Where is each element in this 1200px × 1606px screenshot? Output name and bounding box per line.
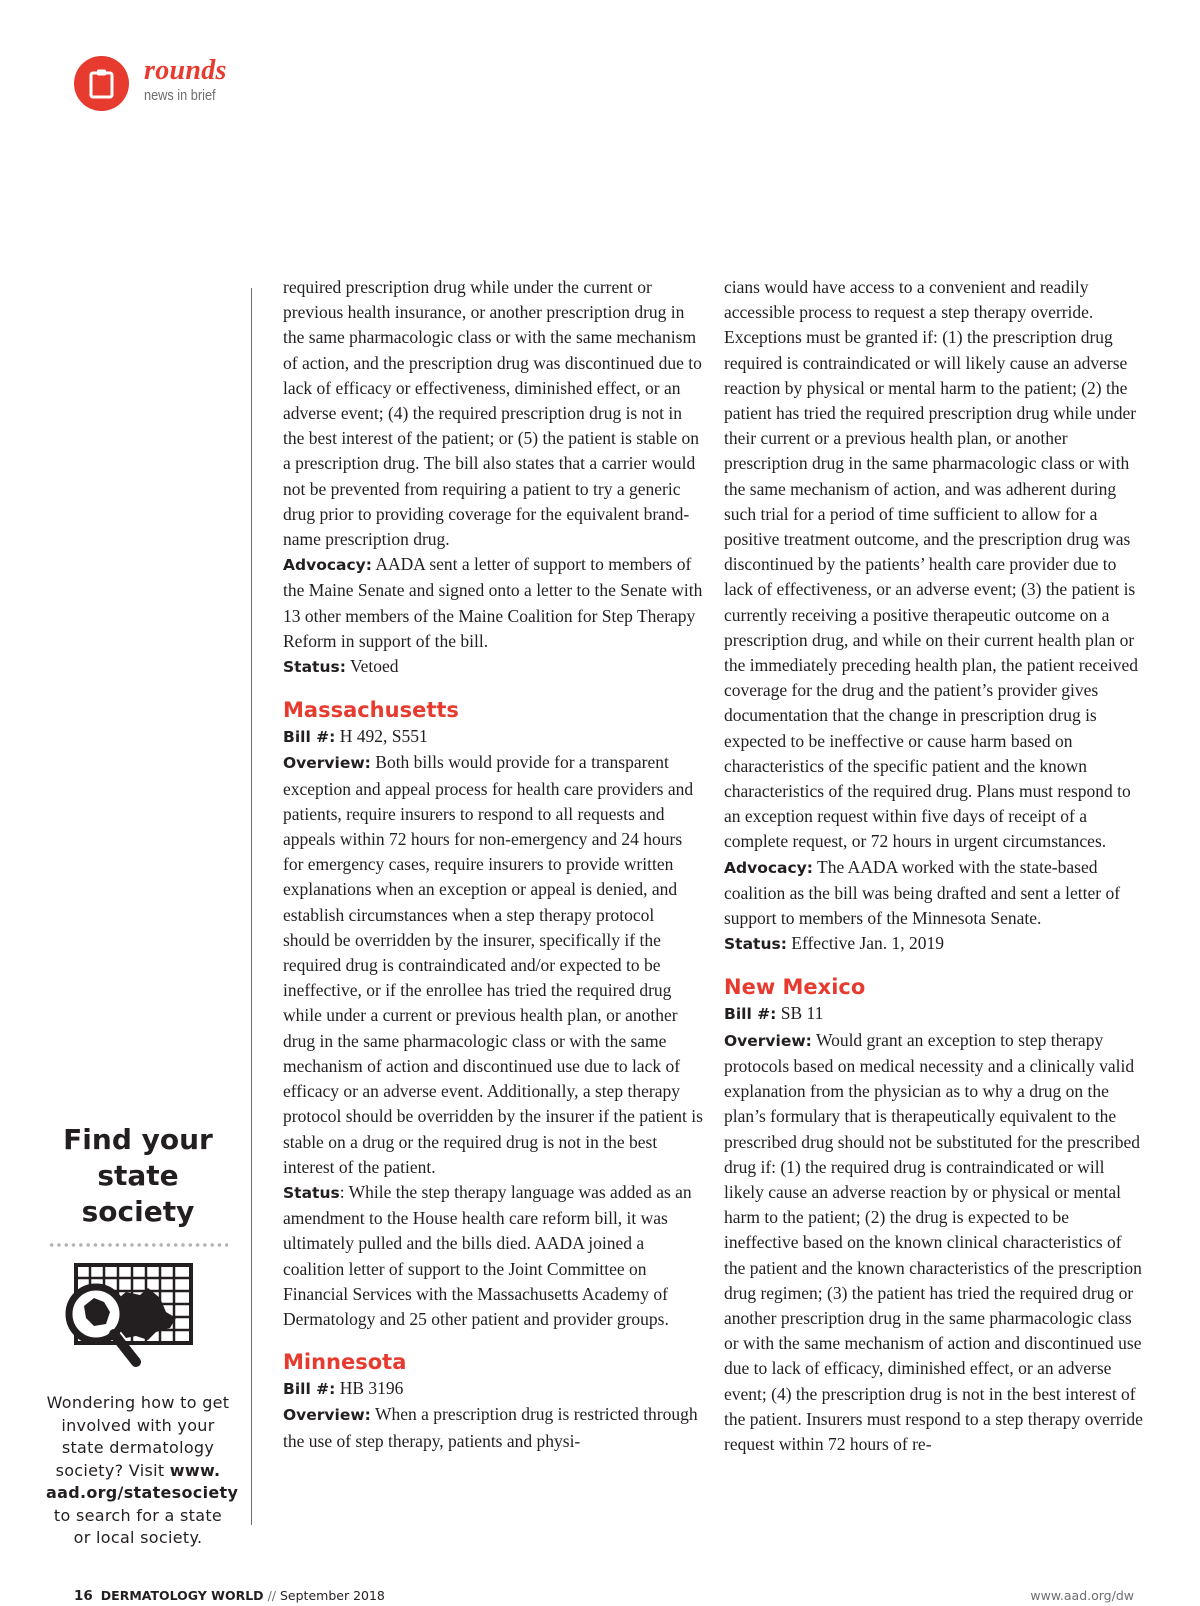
folio-separator: //: [267, 1588, 276, 1603]
status-paragraph: Status: While the step therapy language was added as an amendment to the House health care reform bill, it was ultimately pulled and the bills died. AADA joined a coalition letter of support to the Joint Committee on Financial Services with the Massachusetts Academy of Dermatology and 25 other patient and provider groups.: [283, 1181, 692, 1329]
state-heading-massachusetts: Massachusetts: [283, 698, 459, 723]
overview-paragraph: Overview: Both bills would provide for a transparent exception and appeal process for health care providers and patients, require insurers to respond to all requests and appeals within 72 hours for non-emergency and 24 hours for emergency cases, require insurers to provide written explanations when an exception or appeal is denied, and establish circumstances when a step therapy protocol should be overridden by the insurer, specifically if the required drug is contraindicated and/or expected to be ineffective, or if the enrollee has tried the required drug while under a current or previous health plan, or another drug in the same pharmacologic class or with the same mechanism of action and discontinued use due to lack of efficacy or an adverse event. Additionally, a step therapy protocol should be overridden by the insurer if the patient is stable on a drug or the required drug is not in the best interest of the patient.: [283, 752, 703, 1177]
page-number: 16: [74, 1588, 93, 1604]
state-heading-new-mexico: New Mexico: [724, 975, 866, 1000]
bill-paragraph: Bill #: HB 3196: [283, 1378, 404, 1399]
section-title: rounds: [144, 55, 227, 86]
status-paragraph: Status: Vetoed: [283, 656, 399, 677]
advocacy-paragraph: Advocacy: AADA sent a letter of support to members of the Maine Senate and signed onto a letter to the Senate with 13 other members of the Maine Coalition for Step Therapy Reform in support of the bill.: [283, 554, 703, 651]
advocacy-paragraph: Advocacy: The AADA worked with the state-based coalition as the bill was being drafted and sent a letter of support to members of the Minnesota Senate.: [724, 856, 1121, 929]
state-heading-minnesota: Minnesota: [283, 1350, 407, 1375]
overview-paragraph: Overview: When a prescription drug is restricted through the use of step therapy, patients and physi-: [283, 1404, 698, 1451]
article-column-2: [724, 275, 1144, 1457]
state-society-link[interactable]: www. aad.org/statesociety: [46, 1460, 239, 1502]
bill-paragraph: Bill #: H 492, S551: [283, 726, 428, 747]
sidebar-box: [46, 1122, 239, 1550]
overview-paragraph: Overview: Would grant an exception to step therapy protocols based on medical necessity and a clinically valid explanation from the physician as to why a drug on the plan’s formulary that is therapeutically equivalent to the prescribed drug should not be substituted for the prescribed drug if: (1) the required drug is contraindicated or will likely cause an adverse reaction by or physical or mental harm to the patient; (2) the drug is expected to be ineffective based on the known clinical characteristics of the patient and the known characteristics of the prescription drug regimen; (3) the patient has tried the required drug or another prescription drug in the same pharmacologic class or with the same mechanism of action and discontinued use due to lack of efficacy, diminished effect, or an adverse event; (4) the prescription drug is not in the best interest of the patient. Insurers must respond to a step therapy override request within 72 hours of re-: [724, 1029, 1143, 1454]
section-subtitle: news in brief: [144, 87, 216, 104]
footer-folio: [74, 1588, 385, 1604]
issue-date: September 2018: [280, 1588, 385, 1603]
clipboard-icon: [89, 68, 114, 99]
section-logo: [74, 56, 129, 111]
paragraph: required prescription drug while under the current or previous health insurance, or another prescription drug in the same pharmacologic class or with the same mechanism of action, and the prescription drug was discontinued due to lack of efficacy or effectiveness, diminished effect, or an adverse event; (4) the required prescription drug is not in the best interest of the patient; or (5) the patient is stable on a prescription drug. The bill also states that a carrier would not be prevented from requiring a patient to try a generic drug prior to providing coverage for the equivalent brand-name prescription drug.: [283, 277, 702, 550]
sidebar-text: Wondering how to get involved with your state dermatology society? Visit www. aad.org/statesociety to search for a state or local society.: [46, 1393, 239, 1547]
magazine-name: DERMATOLOGY WORLD: [100, 1588, 264, 1603]
paragraph: cians would have access to a convenient and readily accessible process to request a step therapy override. Exceptions must be granted if: (1) the prescription drug required is contraindicated or will likely cause an adverse reaction by physical or mental harm to the patient; (2) the patient has tried the required prescription drug while under their current or a previous health plan, or another prescription drug in the same pharmacologic class or with the same mechanism of action, and was adherent during such trial for a period of time sufficient to allow for a positive treatment outcome, and the prescription drug was discontinued by the patients’ health care provider due to lack of effectiveness, or an adverse event; (3) the patient is currently receiving a positive therapeutic outcome on a prescription drug, and while on their current health plan or the immediately preceding health plan, the patient received coverage for the drug and the patient’s provider gives documentation that the change in prescription drug is expected to be ineffective or cause harm based on characteristics of the specific patient and the known characteristics of the required drug. Plans must respond to an exception request within five days of receipt of a complete request, or 72 hours in urgent circumstances.: [724, 277, 1138, 852]
map-magnifier-icon: [56, 1262, 196, 1374]
sidebar-title: Find your state society: [63, 1123, 213, 1228]
status-paragraph: Status: Effective Jan. 1, 2019: [724, 933, 945, 954]
column-divider: [251, 288, 252, 1525]
footer-url[interactable]: www.aad.org/dw: [1030, 1588, 1134, 1603]
dotted-divider: [48, 1242, 228, 1248]
bill-paragraph: Bill #: SB 11: [724, 1003, 824, 1024]
article-column-1: [283, 275, 703, 1454]
